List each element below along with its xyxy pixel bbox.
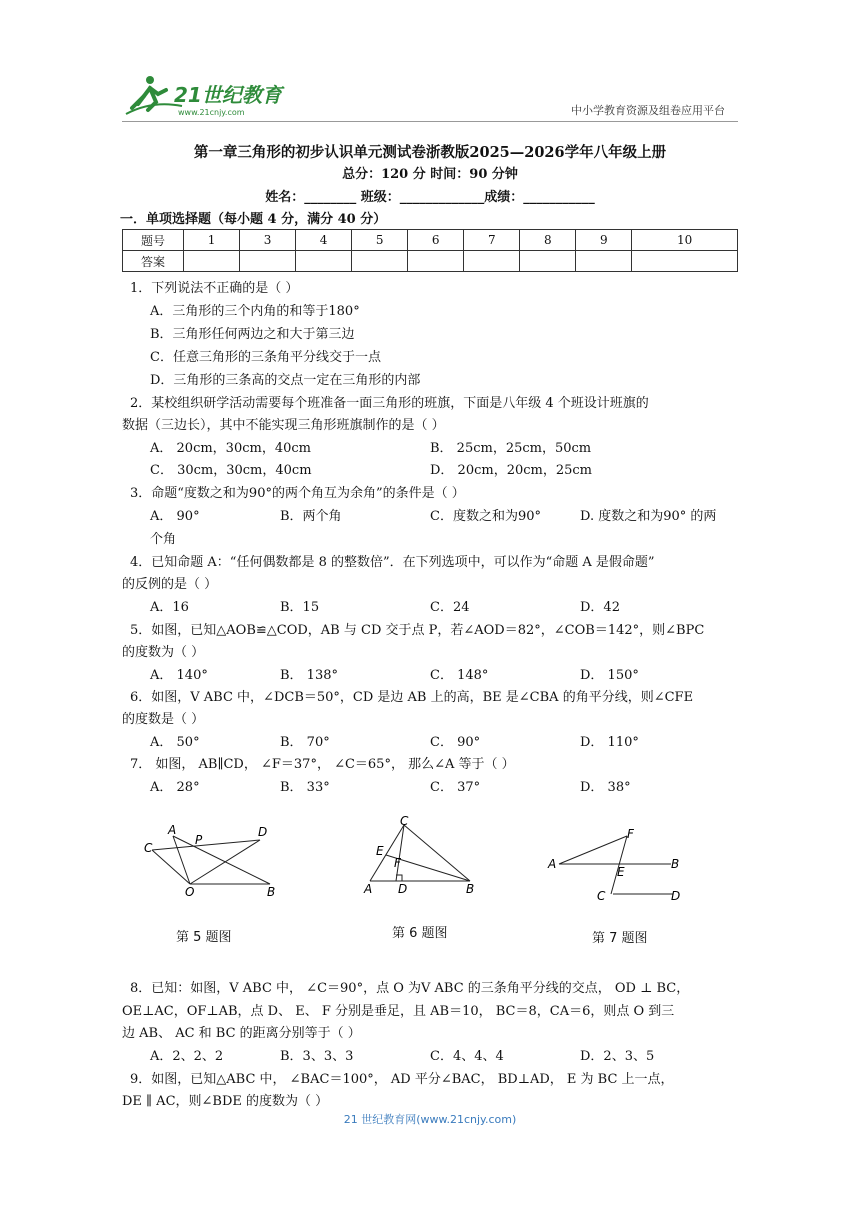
figure-7-caption: 第 7 题图	[592, 931, 648, 946]
q3-option-d: D. 度数之和为90° 的两	[580, 509, 717, 524]
fig6-label-a: A	[364, 882, 373, 896]
svg-text:21世纪教育: 21世纪教育	[174, 83, 282, 107]
score-time-line: 总分：120 分 时间：90 分钟	[342, 167, 518, 182]
q3-option-a: A． 90°	[150, 509, 200, 524]
q8-option-b: B．3、3、3	[280, 1049, 354, 1064]
q2-option-a: A． 20cm，30cm，40cm	[150, 441, 311, 456]
q6-option-a: A． 50°	[150, 735, 200, 750]
q2-option-d: D． 20cm，20cm，25cm	[430, 463, 593, 478]
student-info-line: 姓名：________ 班级：_____________成绩：___________	[265, 190, 595, 205]
q7-option-c: C． 37°	[430, 780, 481, 795]
q8-option-c: C．4、4、4	[430, 1049, 504, 1064]
question-7-stem: 7． 如图， AB∥CD， ∠F＝37°， ∠C＝65°， 那么∠A 等于（ ）	[130, 757, 515, 772]
fig6-label-b: B	[466, 882, 475, 896]
answer-cell[interactable]	[408, 251, 464, 272]
q7-option-a: A． 28°	[150, 780, 200, 795]
figure-5-caption: 第 5 题图	[176, 930, 232, 945]
fig7-label-f: F	[627, 827, 634, 841]
question-9-stem-cont: DE ∥ AC，则∠BDE 的度数为（ ）	[122, 1094, 329, 1109]
answer-cell[interactable]	[240, 251, 296, 272]
fig5-label-a: A	[168, 823, 177, 837]
fig6-label-e: E	[376, 844, 384, 858]
figure-5	[140, 820, 290, 900]
brand-logo	[122, 70, 292, 120]
q3-option-d-cont: 个角	[150, 532, 177, 547]
table-row	[123, 230, 738, 251]
table-header-cell: 答案	[123, 251, 184, 272]
q1-option-a: A．三角形的三个内角的和等于180°	[150, 304, 360, 319]
question-5-stem: 5．如图，已知△AOB≌△COD，AB 与 CD 交于点 P，若∠AOD＝82°，∠COB＝142°，则∠BPC	[130, 623, 705, 638]
figure-6-caption: 第 6 题图	[392, 926, 448, 941]
q6-option-b: B． 70°	[280, 735, 330, 750]
section-heading: 一．单项选择题（每小题 4 分，满分 40 分）	[120, 212, 387, 227]
figure-6	[358, 815, 488, 900]
fig7-label-b: B	[671, 857, 680, 871]
q3-option-b: B．两个角	[280, 509, 342, 524]
q1-option-d: D．三角形的三条高的交点一定在三角形的内部	[150, 373, 421, 388]
q8-option-d: D．2、3、5	[580, 1049, 655, 1064]
answer-cell[interactable]	[632, 251, 738, 272]
question-5-stem-cont: 的度数为（ ）	[122, 645, 205, 660]
answer-cell[interactable]	[184, 251, 240, 272]
table-header-cell: 题号	[123, 230, 184, 251]
question-6-stem-cont: 的度数是（ ）	[122, 712, 205, 727]
q2-option-c: C． 30cm，30cm，40cm	[150, 463, 312, 478]
question-6-stem: 6．如图，V ABC 中，∠DCB＝50°，CD 是边 AB 上的高，BE 是∠CBA 的角平分线，则∠CFE	[130, 690, 694, 705]
question-number-cell: 9	[576, 230, 632, 251]
fig5-label-o: O	[185, 885, 195, 899]
fig7-label-a: A	[548, 857, 557, 871]
question-number-cell: 3	[240, 230, 296, 251]
question-1-stem: 1．下列说法不正确的是（ ）	[130, 281, 299, 296]
question-3-stem: 3．命题“度数之和为90°的两个角互为余角”的条件是（ ）	[130, 486, 465, 501]
question-number-cell: 5	[352, 230, 408, 251]
fig6-label-f: F	[394, 856, 401, 870]
question-9-stem: 9．如图，已知△ABC 中， ∠BAC＝100°， AD 平分∠BAC， BD⊥AD， E 为 BC 上一点，	[130, 1072, 674, 1087]
answer-table	[122, 229, 738, 272]
fig5-label-d: D	[258, 825, 268, 839]
question-8-stem-cont: OE⊥AC，OF⊥AB，点 D、 E、 F 分别是垂足，且 AB＝10， BC＝8，CA＝6，则点 O 到三	[122, 1004, 675, 1019]
answer-cell[interactable]	[464, 251, 520, 272]
header-platform-text: 中小学教育资源及组卷应用平台	[571, 104, 725, 117]
answer-cell[interactable]	[520, 251, 576, 272]
question-4-stem: 4．已知命题 A：“任何偶数都是 8 的整数倍”．在下列选项中，可以作为“命题 A 是假命题”	[130, 555, 655, 570]
fig7-label-d: D	[671, 889, 681, 903]
q4-option-b: B．15	[280, 600, 320, 615]
figure-7	[545, 824, 695, 904]
page-title: 第一章三角形的初步认识单元测试卷浙教版2025—2026学年八年级上册	[193, 144, 667, 161]
q5-option-a: A． 140°	[150, 668, 208, 683]
q5-option-c: C． 148°	[430, 668, 489, 683]
q3-option-c: C．度数之和为90°	[430, 509, 541, 524]
question-number-cell: 4	[296, 230, 352, 251]
q7-option-b: B． 33°	[280, 780, 330, 795]
question-8-stem: 8．已知：如图，V ABC 中， ∠C＝90°，点 O 为V ABC 的三条角平分线的交点， OD ⊥ BC，	[130, 981, 690, 996]
fig5-label-b: B	[267, 885, 276, 899]
q1-option-b: B．三角形任何两边之和大于第三边	[150, 327, 355, 342]
q8-option-a: A．2、2、2	[150, 1049, 224, 1064]
svg-text:www.21cnjy.com: www.21cnjy.com	[178, 108, 245, 117]
answer-cell[interactable]	[296, 251, 352, 272]
question-8-stem-cont2: 边 AB、 AC 和 BC 的距离分别等于（ ）	[122, 1026, 361, 1041]
fig7-label-c: C	[597, 889, 606, 903]
q5-option-b: B． 138°	[280, 668, 338, 683]
table-row	[123, 251, 738, 272]
answer-cell[interactable]	[352, 251, 408, 272]
fig5-label-p: P	[195, 833, 203, 847]
fig7-label-e: E	[617, 865, 625, 879]
question-2-stem-cont: 数据（三边长），其中不能实现三角形班旗制作的是（ ）	[122, 418, 445, 433]
q1-option-c: C．任意三角形的三条角平分线交于一点	[150, 350, 381, 365]
q5-option-d: D． 150°	[580, 668, 639, 683]
question-number-cell: 7	[464, 230, 520, 251]
header-divider	[122, 121, 738, 122]
q7-option-d: D． 38°	[580, 780, 631, 795]
fig6-label-c: C	[400, 815, 409, 828]
q4-option-c: C．24	[430, 600, 470, 615]
q6-option-d: D． 110°	[580, 735, 639, 750]
q4-option-a: A．16	[150, 600, 189, 615]
fig5-label-c: C	[144, 841, 153, 855]
question-4-stem-cont: 的反例的是（ ）	[122, 577, 218, 592]
question-number-cell: 10	[632, 230, 738, 251]
fig6-label-d: D	[398, 882, 408, 896]
question-number-cell: 8	[520, 230, 576, 251]
question-number-cell: 1	[184, 230, 240, 251]
question-number-cell: 6	[408, 230, 464, 251]
answer-cell[interactable]	[576, 251, 632, 272]
footer-link[interactable]: 21 世纪教育网(www.21cnjy.com)	[343, 1113, 517, 1126]
q2-option-b: B． 25cm，25cm，50cm	[430, 441, 592, 456]
q4-option-d: D．42	[580, 600, 620, 615]
q6-option-c: C． 90°	[430, 735, 481, 750]
question-2-stem: 2．某校组织研学活动需要每个班准备一面三角形的班旗，下面是八年级 4 个班设计班旗的	[130, 396, 649, 411]
